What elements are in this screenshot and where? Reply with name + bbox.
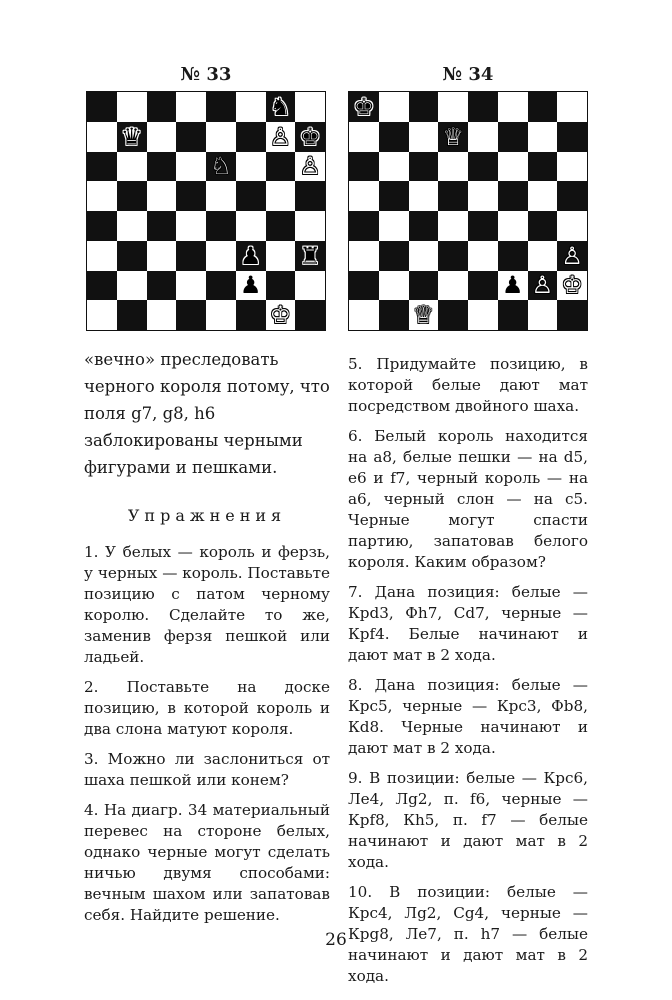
square-e3 [468, 241, 498, 271]
black-king-icon: ♚ [299, 122, 321, 151]
square-b2 [117, 271, 147, 301]
square-g1 [266, 300, 296, 330]
square-h1 [557, 300, 587, 330]
square-g7 [528, 122, 558, 152]
square-h3 [295, 241, 325, 271]
square-b5 [379, 181, 409, 211]
diagram-33-title: № 33 [180, 64, 232, 85]
square-b2 [379, 271, 409, 301]
square-d8 [176, 92, 206, 122]
white-queen-icon: ♕ [412, 301, 435, 330]
diagram-34-title: № 34 [442, 64, 494, 85]
exercise-item: 9. В позиции: белые — Кpc6, Лe4, Лg2, п. f6, черные — Кpf8, Кh5, п. f7 — белые начинают и дают мат в 2 хода. [348, 769, 588, 871]
square-h2 [295, 271, 325, 301]
square-g5 [266, 181, 296, 211]
square-b3 [379, 241, 409, 271]
square-e6 [206, 152, 236, 182]
square-f8 [498, 92, 528, 122]
right-text-column [348, 354, 588, 996]
square-b1 [379, 300, 409, 330]
left-text-column [84, 346, 330, 935]
square-e1 [468, 300, 498, 330]
square-h4 [295, 211, 325, 241]
square-d2 [438, 271, 468, 301]
white-knight-icon: ♘ [210, 152, 232, 181]
square-f2 [498, 271, 528, 301]
square-h1 [295, 300, 325, 330]
square-a8 [87, 92, 117, 122]
square-g8 [528, 92, 558, 122]
square-c4 [409, 211, 439, 241]
black-king-icon: ♚ [353, 92, 375, 121]
intro-paragraph: «вечно» преследовать черного короля потому, что поля g7, g8, h6 заблокированы черными фигурами и пешками. [84, 350, 330, 477]
square-c4 [147, 211, 177, 241]
square-a7 [87, 122, 117, 152]
square-h8 [295, 92, 325, 122]
square-d7 [176, 122, 206, 152]
square-h3 [557, 241, 587, 271]
square-d4 [438, 211, 468, 241]
square-e6 [468, 152, 498, 182]
square-b8 [379, 92, 409, 122]
square-a7 [349, 122, 379, 152]
square-a6 [349, 152, 379, 182]
exercise-item: 7. Дана позиция: белые — Кpd3, Фh7, Сd7, черные — Кpf4. Белые начинают и дают мат в 2 хода. [348, 583, 588, 664]
square-g5 [528, 181, 558, 211]
square-c6 [409, 152, 439, 182]
black-pawn-icon: ♟ [501, 271, 524, 300]
square-b6 [379, 152, 409, 182]
square-e7 [206, 122, 236, 152]
square-b7 [379, 122, 409, 152]
square-d5 [438, 181, 468, 211]
square-f3 [236, 241, 266, 271]
square-d4 [176, 211, 206, 241]
square-f1 [498, 300, 528, 330]
square-c2 [409, 271, 439, 301]
square-a3 [87, 241, 117, 271]
square-b3 [117, 241, 147, 271]
square-f6 [236, 152, 266, 182]
square-a1 [87, 300, 117, 330]
white-pawn-icon: ♙ [269, 122, 292, 151]
square-a3 [349, 241, 379, 271]
square-e4 [206, 211, 236, 241]
black-pawn-icon: ♟ [239, 271, 262, 300]
square-h7 [295, 122, 325, 152]
square-g7 [266, 122, 296, 152]
square-c2 [147, 271, 177, 301]
square-f4 [236, 211, 266, 241]
square-c7 [409, 122, 439, 152]
square-d8 [438, 92, 468, 122]
square-g8 [266, 92, 296, 122]
square-c5 [147, 181, 177, 211]
square-b6 [117, 152, 147, 182]
square-h6 [295, 152, 325, 182]
square-d7 [438, 122, 468, 152]
square-b8 [117, 92, 147, 122]
black-pawn-icon: ♟ [239, 241, 262, 270]
square-f7 [236, 122, 266, 152]
square-f2 [236, 271, 266, 301]
white-pawn-icon: ♙ [531, 271, 554, 300]
square-g4 [528, 211, 558, 241]
exercise-item: 5. Придумайте позицию, в которой белые дают мат посредством двойного шаха. [348, 355, 588, 415]
square-b5 [117, 181, 147, 211]
black-rook-icon: ♜ [299, 241, 321, 270]
exercise-item: 3. Можно ли заслониться от шаха пешкой или конем? [84, 750, 330, 789]
square-g3 [266, 241, 296, 271]
white-king-icon: ♔ [561, 271, 583, 300]
square-c3 [409, 241, 439, 271]
black-knight-icon: ♞ [269, 92, 292, 121]
chessboard-diagram-34 [348, 91, 588, 331]
square-h6 [557, 152, 587, 182]
square-g2 [266, 271, 296, 301]
square-b1 [117, 300, 147, 330]
square-b7 [117, 122, 147, 152]
square-e7 [468, 122, 498, 152]
square-h2 [557, 271, 587, 301]
exercise-item: 1. У белых — король и ферзь, у черных — король. Поставьте позицию с патом черному королю. Сделайте то же, заменив ферзя пешкой или ладьей. [84, 543, 330, 666]
page-number: 26 [325, 930, 347, 950]
square-f6 [498, 152, 528, 182]
square-h8 [557, 92, 587, 122]
square-c3 [147, 241, 177, 271]
square-a8 [349, 92, 379, 122]
square-e1 [206, 300, 236, 330]
square-e2 [206, 271, 236, 301]
square-g6 [528, 152, 558, 182]
square-d6 [438, 152, 468, 182]
square-g3 [528, 241, 558, 271]
square-e5 [206, 181, 236, 211]
square-d6 [176, 152, 206, 182]
square-g6 [266, 152, 296, 182]
exercise-item: 2. Поставьте на доске позицию, в которой король и два слона матуют короля. [84, 678, 330, 738]
square-e5 [468, 181, 498, 211]
square-a4 [87, 211, 117, 241]
exercise-item: 4. На диагр. 34 материальный перевес на стороне белых, однако черные могут сделать ничью двумя способами: вечным шахом или запатовав себя. Найдите решение. [84, 801, 330, 924]
square-h4 [557, 211, 587, 241]
square-a4 [349, 211, 379, 241]
white-pawn-icon: ♙ [299, 152, 321, 181]
square-g4 [266, 211, 296, 241]
square-h7 [557, 122, 587, 152]
square-h5 [557, 181, 587, 211]
square-a6 [87, 152, 117, 182]
exercise-item: 10. В позиции: белые — Кpc4, Лg2, Сg4, черные — Кpg8, Лe7, п. h7 — белые начинают и дают мат в 2 хода. [348, 883, 588, 985]
section-heading: Упражнения [127, 506, 287, 525]
square-d3 [176, 241, 206, 271]
square-c5 [409, 181, 439, 211]
square-e8 [468, 92, 498, 122]
white-king-icon: ♔ [269, 301, 292, 330]
square-a1 [349, 300, 379, 330]
square-e4 [468, 211, 498, 241]
square-d1 [438, 300, 468, 330]
square-f8 [236, 92, 266, 122]
square-a2 [87, 271, 117, 301]
black-queen-icon: ♛ [120, 122, 143, 151]
square-c8 [147, 92, 177, 122]
square-c1 [409, 300, 439, 330]
white-queen-icon: ♕ [442, 122, 464, 151]
exercise-item: 6. Белый король находится на a8, белые пешки — на d5, e6 и f7, черный король — на a6, черный слон — на c5. Черные могут спасти партию, запатовав белого короля. Каким образом? [348, 427, 588, 571]
square-e8 [206, 92, 236, 122]
square-e3 [206, 241, 236, 271]
square-a2 [349, 271, 379, 301]
white-pawn-icon: ♙ [561, 241, 583, 270]
square-g1 [528, 300, 558, 330]
exercise-item: 8. Дана позиция: белые — Кpc5, черные — Кpc3, Фb8, Кd8. Черные начинают и дают мат в 2 хода. [348, 676, 588, 757]
square-b4 [379, 211, 409, 241]
square-d5 [176, 181, 206, 211]
square-e2 [468, 271, 498, 301]
square-f3 [498, 241, 528, 271]
square-c8 [409, 92, 439, 122]
square-c7 [147, 122, 177, 152]
chessboard-diagram-33 [86, 91, 326, 331]
square-d2 [176, 271, 206, 301]
square-h5 [295, 181, 325, 211]
square-b4 [117, 211, 147, 241]
square-c1 [147, 300, 177, 330]
square-d3 [438, 241, 468, 271]
square-a5 [349, 181, 379, 211]
square-d1 [176, 300, 206, 330]
square-g2 [528, 271, 558, 301]
square-a5 [87, 181, 117, 211]
square-c6 [147, 152, 177, 182]
square-f1 [236, 300, 266, 330]
square-f5 [236, 181, 266, 211]
square-f4 [498, 211, 528, 241]
square-f5 [498, 181, 528, 211]
square-f7 [498, 122, 528, 152]
